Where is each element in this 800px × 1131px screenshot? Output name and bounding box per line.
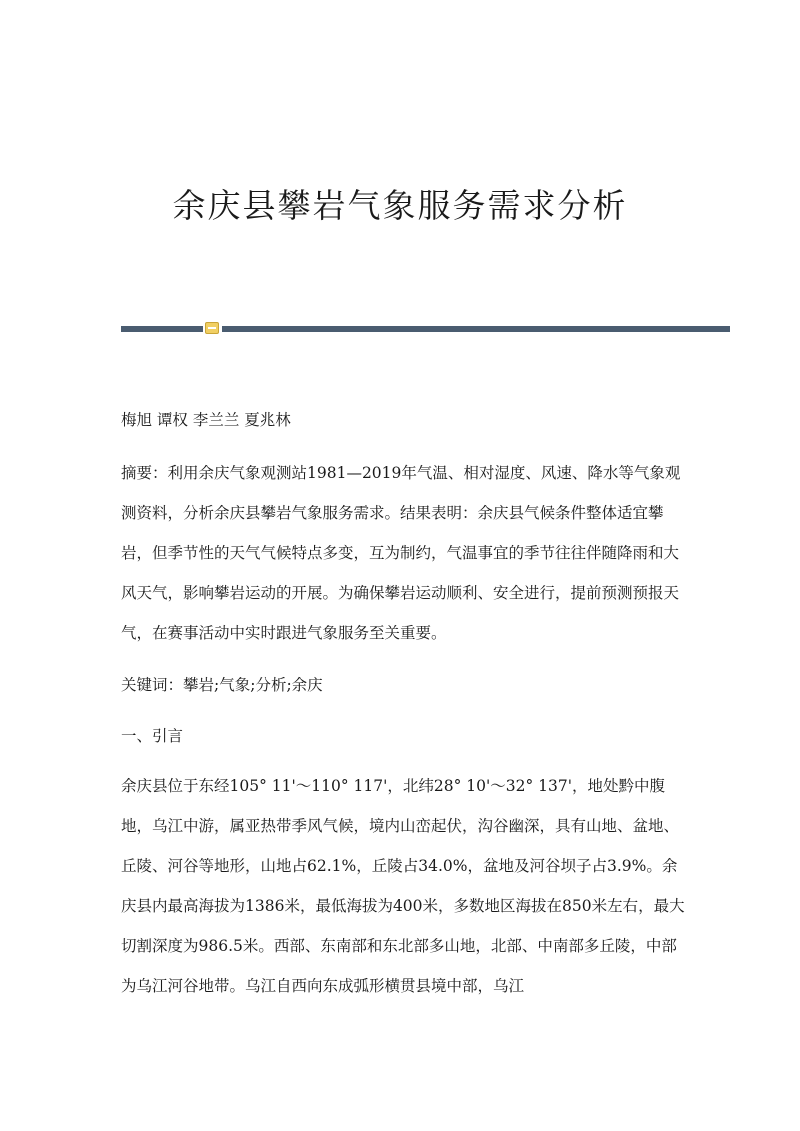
body-paragraph: 余庆县位于东经105° 11'～110° 117'，北纬28° 10'～32° 137'，地处黔中腹地，乌江中游，属亚热带季风气候，境内山峦起伏，沟谷幽深，具有山地、盆地、丘陵、河谷等地形，山地占62.1%，丘陵占34.0%，盆地及河谷坝子占3.9%。余庆县内最高海拔为1386米，最低海拔为400米，多数地区海拔在850米左右，最大切割深度为986.5米。西部、东南部和东北部多山地，北部、中南部多丘陵，中部为乌江河谷地带。乌江自西向东成弧形横贯县境中部，乌江 [121, 777, 685, 995]
keywords-line: 关键词：攀岩;气象;分析;余庆 [121, 676, 323, 694]
author-list: 梅旭 谭权 李兰兰 夏兆林 [121, 411, 291, 429]
abstract-paragraph: 摘要：利用余庆气象观测站1981—2019年气温、相对湿度、风速、降水等气象观测资料，分析余庆县攀岩气象服务需求。结果表明：余庆县气候条件整体适宜攀岩，但季节性的天气气候特点多变，互为制约，气温事宜的季节往往伴随降雨和大风天气，影响攀岩运动的开展。为确保攀岩运动顺利、安全进行，提前预测预报天气，在赛事活动中实时跟进气象服务至关重要。 [121, 464, 681, 642]
section-heading-introduction: 一、引言 [121, 727, 184, 745]
divider-left [121, 326, 203, 332]
document-tag-icon [205, 322, 219, 334]
divider-right [222, 326, 730, 332]
page-title: 余庆县攀岩气象服务需求分析 [172, 186, 628, 225]
